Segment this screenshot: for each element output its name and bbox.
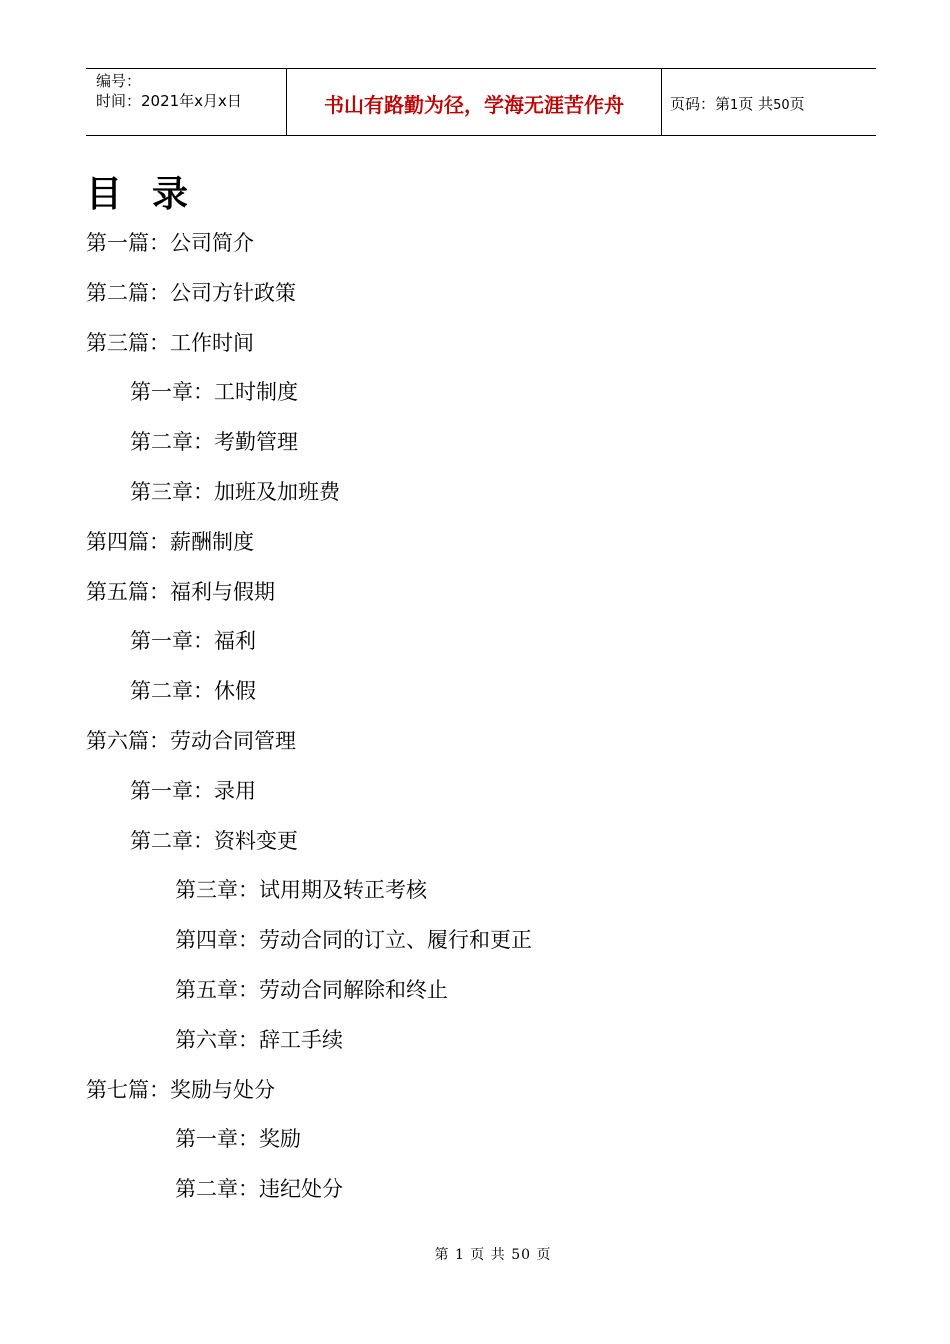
page-total: 50 bbox=[773, 98, 790, 113]
toc-entry[interactable]: 第五章：劳动合同解除和终止 bbox=[175, 977, 448, 1002]
toc-entry[interactable]: 第四章：劳动合同的订立、履行和更正 bbox=[175, 928, 532, 953]
toc-entry[interactable]: 第二章：违纪处分 bbox=[175, 1177, 343, 1202]
toc-entry[interactable]: 第二章：休假 bbox=[130, 679, 256, 704]
page-prefix: 页码：第 bbox=[670, 95, 731, 113]
toc-entry[interactable]: 第三章：试用期及转正考核 bbox=[175, 878, 427, 903]
toc-entry[interactable]: 第一章：奖励 bbox=[175, 1127, 301, 1152]
toc-entry[interactable]: 第二章：考勤管理 bbox=[130, 430, 298, 455]
page-footer: 第 1 页 共 50 页 bbox=[434, 1247, 552, 1263]
toc-entry[interactable]: 第三章：加班及加班费 bbox=[130, 479, 340, 504]
toc-entry[interactable]: 第一章：录用 bbox=[130, 778, 256, 803]
toc-entry[interactable]: 第一章：工时制度 bbox=[130, 380, 298, 405]
page-suffix: 页 bbox=[789, 95, 805, 113]
toc-entry[interactable]: 第一章：福利 bbox=[130, 629, 256, 654]
toc-entry[interactable]: 第二篇：公司方针政策 bbox=[86, 280, 296, 305]
header-page-indicator bbox=[670, 93, 805, 117]
toc-title: 目录 bbox=[86, 174, 219, 215]
toc-entry[interactable]: 第四篇：薪酬制度 bbox=[86, 529, 254, 554]
header-meta bbox=[96, 71, 286, 111]
toc-entry[interactable]: 第五篇：福利与假期 bbox=[86, 579, 275, 604]
document-number-label: 编号： bbox=[96, 72, 142, 90]
header-motto: 书山有路勤为径，学海无涯苦作舟 bbox=[324, 93, 624, 117]
toc-entry[interactable]: 第六章：辞工手续 bbox=[175, 1027, 343, 1052]
document-time: 时间：2021年x月x日 bbox=[96, 92, 242, 110]
toc-entry[interactable]: 第二章：资料变更 bbox=[130, 828, 298, 853]
page-current: 1 bbox=[730, 98, 739, 113]
toc-entry[interactable]: 第六篇：劳动合同管理 bbox=[86, 728, 296, 753]
toc-entry[interactable]: 第三篇：工作时间 bbox=[86, 330, 254, 355]
toc-entry[interactable]: 第七篇：奖励与处分 bbox=[86, 1077, 275, 1102]
toc-entry[interactable]: 第一篇：公司简介 bbox=[86, 231, 254, 255]
toc-list bbox=[0, 226, 950, 1222]
page-header bbox=[86, 68, 876, 136]
header-divider bbox=[661, 69, 662, 135]
page-mid: 页 共 bbox=[738, 95, 774, 113]
